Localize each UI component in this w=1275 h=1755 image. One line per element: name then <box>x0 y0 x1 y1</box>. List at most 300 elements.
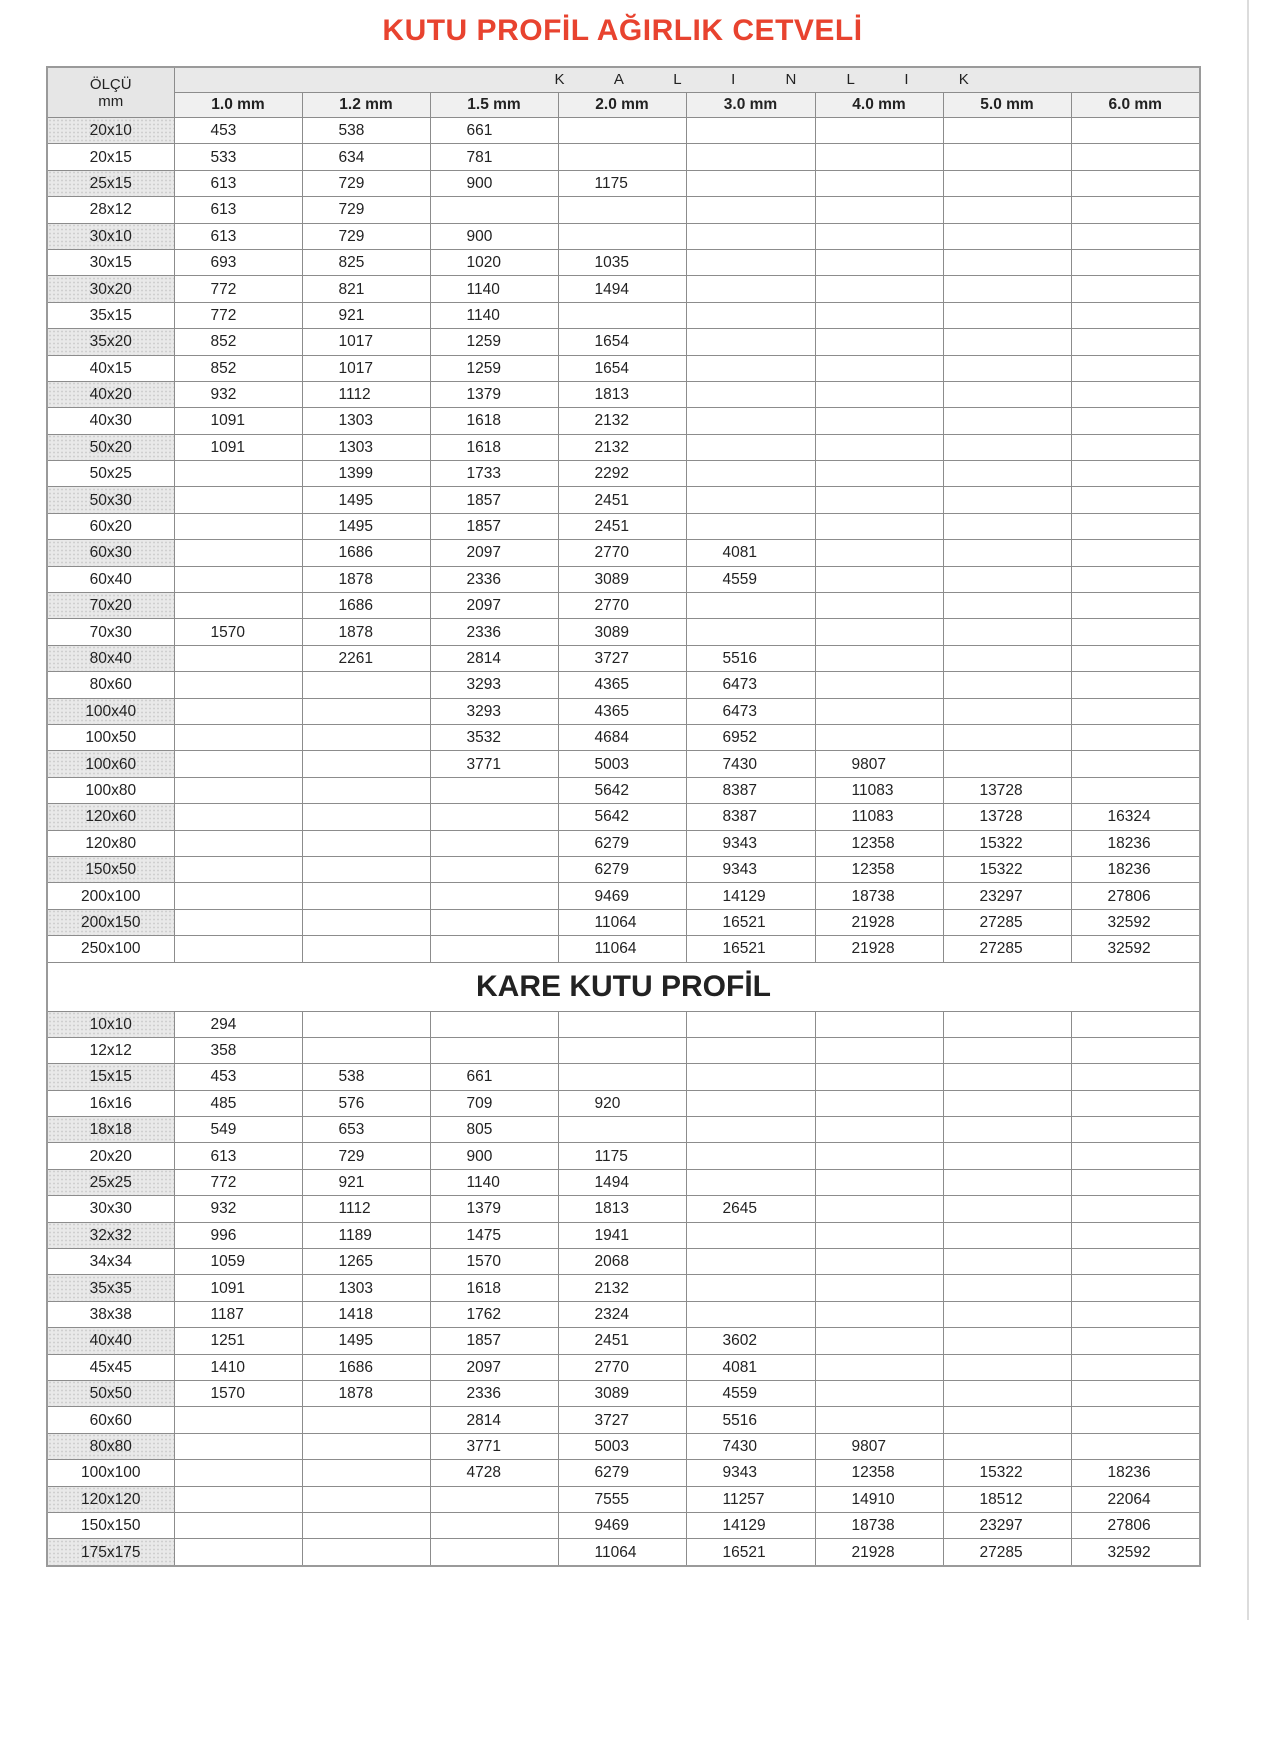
weight-cell: 13728 <box>943 777 1071 803</box>
weight-cell: 1618 <box>430 408 558 434</box>
weight-cell: 9343 <box>686 830 815 856</box>
weight-cell <box>943 197 1071 223</box>
weight-cell <box>686 408 815 434</box>
weight-cell: 709 <box>430 1090 558 1116</box>
weight-cell: 1494 <box>558 1169 686 1195</box>
weight-cell <box>943 619 1071 645</box>
weight-cell: 1570 <box>430 1249 558 1275</box>
weight-cell: 921 <box>302 1169 430 1195</box>
weight-cell <box>943 698 1071 724</box>
weight-cell <box>1071 1275 1200 1301</box>
weight-cell <box>943 751 1071 777</box>
weight-cell: 358 <box>174 1037 302 1063</box>
size-cell: 35x15 <box>47 302 174 328</box>
weight-cell <box>686 513 815 539</box>
thickness-header-cell: 4.0 mm <box>815 93 943 118</box>
weight-cell: 1418 <box>302 1301 430 1327</box>
table-row <box>47 1301 1200 1327</box>
weight-cell: 1570 <box>174 1380 302 1406</box>
weight-cell: 661 <box>430 1064 558 1090</box>
size-cell: 100x80 <box>47 777 174 803</box>
weight-cell: 1379 <box>430 381 558 407</box>
weight-cell: 1017 <box>302 355 430 381</box>
weight-cell <box>558 1117 686 1143</box>
size-cell: 50x50 <box>47 1380 174 1406</box>
square-section-title: KARE KUTU PROFİL <box>47 962 1200 1011</box>
table-row <box>47 777 1200 803</box>
weight-cell: 3771 <box>430 751 558 777</box>
weight-cell: 1878 <box>302 619 430 645</box>
table-row <box>47 329 1200 355</box>
weight-cell: 1878 <box>302 566 430 592</box>
weight-cell <box>815 249 943 275</box>
weight-cell <box>815 223 943 249</box>
weight-cell <box>1071 1064 1200 1090</box>
size-cell: 60x40 <box>47 566 174 592</box>
weight-cell <box>302 883 430 909</box>
weight-cell: 852 <box>174 355 302 381</box>
table-row <box>47 355 1200 381</box>
weight-cell: 900 <box>430 223 558 249</box>
weight-cell: 2336 <box>430 1380 558 1406</box>
weight-cell <box>302 1011 430 1037</box>
weight-cell: 5516 <box>686 1407 815 1433</box>
weight-cell <box>174 804 302 830</box>
weight-cell <box>1071 751 1200 777</box>
size-cell: 30x20 <box>47 276 174 302</box>
weight-cell: 1813 <box>558 1196 686 1222</box>
size-cell: 38x38 <box>47 1301 174 1327</box>
weight-cell: 920 <box>558 1090 686 1116</box>
weight-cell: 5642 <box>558 777 686 803</box>
table-row <box>47 1196 1200 1222</box>
weight-cell: 18738 <box>815 883 943 909</box>
table-row <box>47 1460 1200 1486</box>
weight-cell: 485 <box>174 1090 302 1116</box>
weight-cell <box>943 249 1071 275</box>
thickness-header-cell: 1.0 mm <box>174 93 302 118</box>
weight-cell: 729 <box>302 170 430 196</box>
weight-cell <box>174 1539 302 1566</box>
weight-cell: 14910 <box>815 1486 943 1512</box>
size-cell: 28x12 <box>47 197 174 223</box>
weight-cell: 9469 <box>558 1512 686 1538</box>
table-row <box>47 1143 1200 1169</box>
weight-cell: 1140 <box>430 302 558 328</box>
weight-cell <box>1071 1433 1200 1459</box>
weight-cell: 2645 <box>686 1196 815 1222</box>
weight-cell <box>302 724 430 750</box>
table-row <box>47 1064 1200 1090</box>
table-row <box>47 645 1200 671</box>
weight-cell <box>302 1539 430 1566</box>
thickness-header-cell: 1.2 mm <box>302 93 430 118</box>
weight-cell <box>1071 170 1200 196</box>
size-cell: 60x30 <box>47 540 174 566</box>
weight-cell: 2132 <box>558 434 686 460</box>
size-cell: 20x20 <box>47 1143 174 1169</box>
size-cell: 45x45 <box>47 1354 174 1380</box>
weight-cell <box>430 936 558 962</box>
weight-cell: 1187 <box>174 1301 302 1327</box>
size-cell: 70x20 <box>47 593 174 619</box>
weight-cell: 6473 <box>686 672 815 698</box>
weight-cell <box>815 170 943 196</box>
weight-cell <box>815 1117 943 1143</box>
weight-cell: 14129 <box>686 883 815 909</box>
table-row <box>47 698 1200 724</box>
weight-cell: 693 <box>174 249 302 275</box>
table-row <box>47 1407 1200 1433</box>
weight-cell: 772 <box>174 1169 302 1195</box>
weight-cell <box>943 724 1071 750</box>
weight-cell <box>686 1143 815 1169</box>
square-profile-rows <box>47 1011 1200 1566</box>
weight-cell <box>1071 1328 1200 1354</box>
weight-cell <box>686 1011 815 1037</box>
weight-cell: 6279 <box>558 856 686 882</box>
table-row <box>47 566 1200 592</box>
weight-cell <box>943 593 1071 619</box>
weight-cell <box>1071 1301 1200 1327</box>
size-column-header <box>47 67 174 118</box>
size-cell: 150x50 <box>47 856 174 882</box>
weight-cell <box>430 830 558 856</box>
weight-cell <box>302 672 430 698</box>
weight-cell: 729 <box>302 223 430 249</box>
weight-cell: 11064 <box>558 1539 686 1566</box>
weight-cell <box>943 1301 1071 1327</box>
size-cell: 150x150 <box>47 1512 174 1538</box>
weight-cell: 1303 <box>302 408 430 434</box>
weight-cell <box>302 936 430 962</box>
weight-cell <box>174 751 302 777</box>
weight-cell: 653 <box>302 1117 430 1143</box>
weight-cell <box>943 461 1071 487</box>
weight-cell: 32592 <box>1071 1539 1200 1566</box>
weight-cell: 1091 <box>174 408 302 434</box>
weight-cell: 1175 <box>558 1143 686 1169</box>
weight-cell: 661 <box>430 118 558 144</box>
weight-cell: 5516 <box>686 645 815 671</box>
table-row <box>47 434 1200 460</box>
thickness-header-cell: 5.0 mm <box>943 93 1071 118</box>
weight-cell: 1091 <box>174 1275 302 1301</box>
thickness-group-header <box>174 67 1200 93</box>
weight-cell: 1733 <box>430 461 558 487</box>
weight-cell <box>943 1090 1071 1116</box>
weight-cell: 11083 <box>815 804 943 830</box>
weight-cell: 14129 <box>686 1512 815 1538</box>
weight-cell: 4559 <box>686 1380 815 1406</box>
table-row <box>47 461 1200 487</box>
weight-cell: 932 <box>174 381 302 407</box>
weight-cell <box>943 1222 1071 1248</box>
weight-cell: 453 <box>174 118 302 144</box>
weight-cell <box>558 1011 686 1037</box>
table-row <box>47 249 1200 275</box>
weight-cell <box>302 1486 430 1512</box>
weight-cell <box>430 1539 558 1566</box>
weight-cell <box>1071 566 1200 592</box>
size-cell: 30x15 <box>47 249 174 275</box>
weight-cell: 1654 <box>558 329 686 355</box>
weight-cell <box>1071 408 1200 434</box>
size-cell: 40x40 <box>47 1328 174 1354</box>
weight-cell: 5003 <box>558 751 686 777</box>
weight-cell <box>302 751 430 777</box>
weight-cell: 1857 <box>430 513 558 539</box>
weight-cell <box>686 434 815 460</box>
weight-cell <box>943 1117 1071 1143</box>
weight-cell: 772 <box>174 276 302 302</box>
weight-cell: 729 <box>302 197 430 223</box>
weight-cell: 3727 <box>558 645 686 671</box>
weight-cell: 15322 <box>943 830 1071 856</box>
weight-cell <box>1071 672 1200 698</box>
weight-cell <box>1071 1380 1200 1406</box>
weight-cell: 1495 <box>302 1328 430 1354</box>
weight-cell: 2814 <box>430 1407 558 1433</box>
weight-cell <box>815 540 943 566</box>
weight-cell: 2770 <box>558 1354 686 1380</box>
weight-cell: 1410 <box>174 1354 302 1380</box>
weight-cell: 23297 <box>943 1512 1071 1538</box>
weight-cell <box>686 1275 815 1301</box>
weight-cell <box>686 144 815 170</box>
table-row <box>47 1433 1200 1459</box>
weight-cell <box>174 461 302 487</box>
thickness-header-row <box>47 93 1200 118</box>
weight-cell: 921 <box>302 302 430 328</box>
weight-cell: 2814 <box>430 645 558 671</box>
weight-cell <box>174 1512 302 1538</box>
weight-cell <box>174 672 302 698</box>
weight-cell <box>174 540 302 566</box>
weight-cell <box>686 355 815 381</box>
weight-cell <box>1071 329 1200 355</box>
weight-cell <box>815 276 943 302</box>
weight-cell <box>174 1486 302 1512</box>
weight-cell <box>943 1407 1071 1433</box>
weight-cell <box>686 329 815 355</box>
weight-cell <box>686 197 815 223</box>
weight-cell: 2451 <box>558 1328 686 1354</box>
weight-cell: 4081 <box>686 1354 815 1380</box>
weight-cell <box>815 645 943 671</box>
table-row <box>47 724 1200 750</box>
weight-cell <box>815 1354 943 1380</box>
weight-cell <box>686 1222 815 1248</box>
weight-cell: 7555 <box>558 1486 686 1512</box>
weight-cell <box>1071 487 1200 513</box>
weight-cell <box>943 1037 1071 1063</box>
weight-cell: 613 <box>174 223 302 249</box>
weight-cell <box>1071 645 1200 671</box>
weight-cell: 11064 <box>558 936 686 962</box>
weight-cell <box>686 1117 815 1143</box>
weight-cell <box>943 540 1071 566</box>
weight-cell: 32592 <box>1071 936 1200 962</box>
size-cell: 120x80 <box>47 830 174 856</box>
table-row <box>47 1169 1200 1195</box>
weight-cell: 1303 <box>302 1275 430 1301</box>
weight-cell <box>1071 144 1200 170</box>
weight-cell <box>174 1407 302 1433</box>
weight-cell <box>686 1090 815 1116</box>
weight-cell: 3089 <box>558 1380 686 1406</box>
weight-cell <box>174 566 302 592</box>
size-cell: 100x50 <box>47 724 174 750</box>
weight-cell <box>943 1249 1071 1275</box>
weight-cell <box>943 1196 1071 1222</box>
size-cell: 80x40 <box>47 645 174 671</box>
weight-cell: 2770 <box>558 540 686 566</box>
weight-cell: 1020 <box>430 249 558 275</box>
weight-cell <box>558 197 686 223</box>
weight-cell: 16521 <box>686 936 815 962</box>
weight-cell: 12358 <box>815 830 943 856</box>
table-row <box>47 856 1200 882</box>
table-row <box>47 381 1200 407</box>
weight-cell <box>943 276 1071 302</box>
weight-cell: 2097 <box>430 540 558 566</box>
weight-cell <box>558 1064 686 1090</box>
weight-cell: 1140 <box>430 276 558 302</box>
weight-cell: 13728 <box>943 804 1071 830</box>
table-row <box>47 1486 1200 1512</box>
weight-cell <box>174 1433 302 1459</box>
weight-cell: 1035 <box>558 249 686 275</box>
weight-cell <box>815 1222 943 1248</box>
weight-cell <box>815 1169 943 1195</box>
size-cell: 25x15 <box>47 170 174 196</box>
weight-cell <box>943 1354 1071 1380</box>
weight-cell <box>1071 1011 1200 1037</box>
weight-cell <box>430 909 558 935</box>
weight-cell <box>1071 1090 1200 1116</box>
weight-cell <box>815 566 943 592</box>
weight-cell <box>174 936 302 962</box>
weight-cell <box>815 724 943 750</box>
weight-cell: 1618 <box>430 434 558 460</box>
weight-cell: 3089 <box>558 566 686 592</box>
weight-cell <box>302 1512 430 1538</box>
weight-cell <box>558 302 686 328</box>
size-cell: 70x30 <box>47 619 174 645</box>
weight-cell: 1495 <box>302 487 430 513</box>
size-cell: 40x15 <box>47 355 174 381</box>
weight-cell <box>1071 223 1200 249</box>
weight-cell <box>302 856 430 882</box>
weight-cell: 772 <box>174 302 302 328</box>
weight-cell <box>1071 1169 1200 1195</box>
weight-cell <box>302 909 430 935</box>
weight-cell <box>1071 249 1200 275</box>
weight-cell <box>815 355 943 381</box>
table-row <box>47 1354 1200 1380</box>
weight-cell <box>943 1064 1071 1090</box>
weight-cell: 1303 <box>302 434 430 460</box>
weight-cell: 549 <box>174 1117 302 1143</box>
weight-cell: 821 <box>302 276 430 302</box>
weight-cell <box>815 1301 943 1327</box>
thickness-header-cell: 2.0 mm <box>558 93 686 118</box>
weight-cell <box>558 118 686 144</box>
weight-cell <box>1071 619 1200 645</box>
weight-cell <box>174 698 302 724</box>
weight-cell <box>302 1433 430 1459</box>
size-cell: 12x12 <box>47 1037 174 1063</box>
weight-cell: 2336 <box>430 566 558 592</box>
weight-cell <box>1071 381 1200 407</box>
weight-cell <box>430 197 558 223</box>
weight-cell: 1686 <box>302 593 430 619</box>
weight-cell: 6473 <box>686 698 815 724</box>
weight-cell <box>1071 1037 1200 1063</box>
weight-cell: 613 <box>174 170 302 196</box>
weight-cell <box>1071 276 1200 302</box>
weight-cell: 6279 <box>558 830 686 856</box>
weight-cell <box>815 1328 943 1354</box>
weight-table <box>46 66 1201 1567</box>
weight-cell: 3602 <box>686 1328 815 1354</box>
table-row <box>47 1090 1200 1116</box>
weight-cell <box>174 645 302 671</box>
weight-cell: 1686 <box>302 1354 430 1380</box>
weight-cell <box>1071 1196 1200 1222</box>
weight-cell: 4365 <box>558 698 686 724</box>
weight-cell: 11257 <box>686 1486 815 1512</box>
weight-cell: 1140 <box>430 1169 558 1195</box>
weight-cell <box>815 1090 943 1116</box>
weight-cell: 729 <box>302 1143 430 1169</box>
weight-cell <box>943 513 1071 539</box>
weight-cell <box>815 329 943 355</box>
page-title: KUTU PROFİL AĞIRLIK CETVELİ <box>382 14 863 47</box>
weight-cell <box>1071 593 1200 619</box>
weight-cell <box>943 434 1071 460</box>
weight-cell: 7430 <box>686 1433 815 1459</box>
weight-cell: 2097 <box>430 1354 558 1380</box>
size-cell: 35x20 <box>47 329 174 355</box>
weight-cell: 2097 <box>430 593 558 619</box>
weight-cell: 27806 <box>1071 883 1200 909</box>
table-row <box>47 1539 1200 1566</box>
weight-cell <box>430 1037 558 1063</box>
table-row <box>47 804 1200 830</box>
weight-cell <box>430 1512 558 1538</box>
size-cell: 50x25 <box>47 461 174 487</box>
table-row <box>47 223 1200 249</box>
weight-cell <box>1071 724 1200 750</box>
weight-cell: 1570 <box>174 619 302 645</box>
size-cell: 10x10 <box>47 1011 174 1037</box>
weight-cell <box>686 302 815 328</box>
weight-cell: 21928 <box>815 1539 943 1566</box>
weight-cell: 27285 <box>943 909 1071 935</box>
weight-cell: 996 <box>174 1222 302 1248</box>
weight-cell <box>302 804 430 830</box>
weight-cell <box>686 1169 815 1195</box>
weight-cell <box>302 1407 430 1433</box>
weight-cell: 4728 <box>430 1460 558 1486</box>
weight-cell <box>943 144 1071 170</box>
weight-cell <box>686 619 815 645</box>
weight-cell <box>815 1249 943 1275</box>
size-cell: 18x18 <box>47 1117 174 1143</box>
weight-cell: 1475 <box>430 1222 558 1248</box>
